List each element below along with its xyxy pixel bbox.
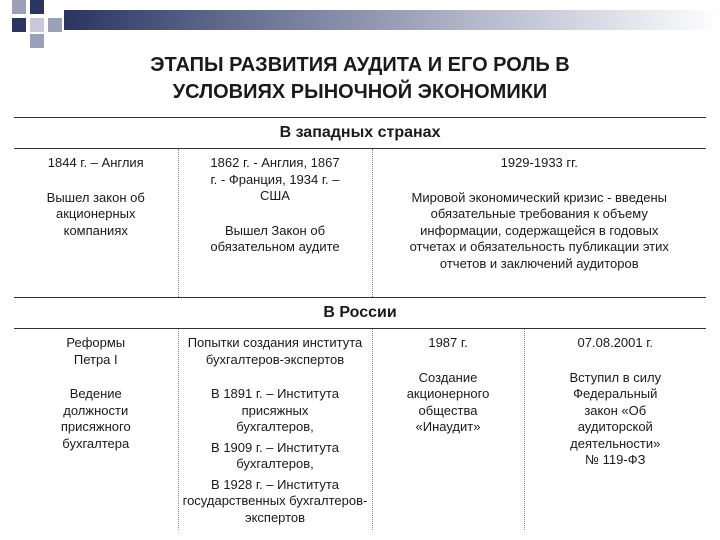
header-decoration bbox=[0, 0, 720, 48]
decor-square bbox=[48, 18, 62, 32]
decor-square bbox=[12, 18, 26, 32]
audit-history-table bbox=[14, 117, 706, 530]
decor-square bbox=[30, 18, 44, 32]
russia-cell-2001: 07.08.2001 г. Вступил в силу Федеральный закон «Об аудиторской деятельности» № 119-ФЗ bbox=[569, 335, 662, 467]
table-row bbox=[14, 149, 706, 298]
west-cell-1929-1933: 1929-1933 гг. Мировой экономический кризис - введены обязательные требования к объему информации, содержащейся в годовых отчетах и обязательность публикации этих отчетов и заключений аудиторов bbox=[409, 155, 669, 271]
page-title: ЭТАПЫ РАЗВИТИЯ АУДИТА И ЕГО РОЛЬ В УСЛОВИЯХ РЫНОЧНОЙ ЭКОНОМИКИ bbox=[150, 54, 570, 103]
russia-cell-1987: 1987 г. Создание акционерного общества «Инаудит» bbox=[372, 329, 524, 531]
russia-cell-peter: Реформы Петра I Ведение должности присяжного бухгалтера bbox=[14, 329, 178, 531]
decor-square bbox=[30, 34, 44, 48]
russia-cell-institutes: Попытки создания института бухгалтеров-экспертов В 1891 г. – Института присяжных бухгалтеров, В 1909 г. – Института бухгалтеров, В 1928 г. – Института государственных бухгалтеров- экспертов bbox=[178, 329, 372, 531]
table-row bbox=[14, 329, 706, 531]
decor-gradient-bar bbox=[64, 10, 720, 30]
section-header-russia: В России bbox=[14, 298, 706, 329]
decor-square bbox=[12, 0, 26, 14]
decor-square bbox=[30, 0, 44, 14]
section-header-west: В западных странах bbox=[14, 118, 706, 149]
west-cell-1862-1934: 1862 г. - Англия, 1867 г. - Франция, 1934 г. – США Вышел Закон об обязательном аудите bbox=[178, 149, 372, 298]
west-cell-england-1844: 1844 г. – Англия Вышел закон об акционерных компаниях bbox=[14, 149, 178, 298]
